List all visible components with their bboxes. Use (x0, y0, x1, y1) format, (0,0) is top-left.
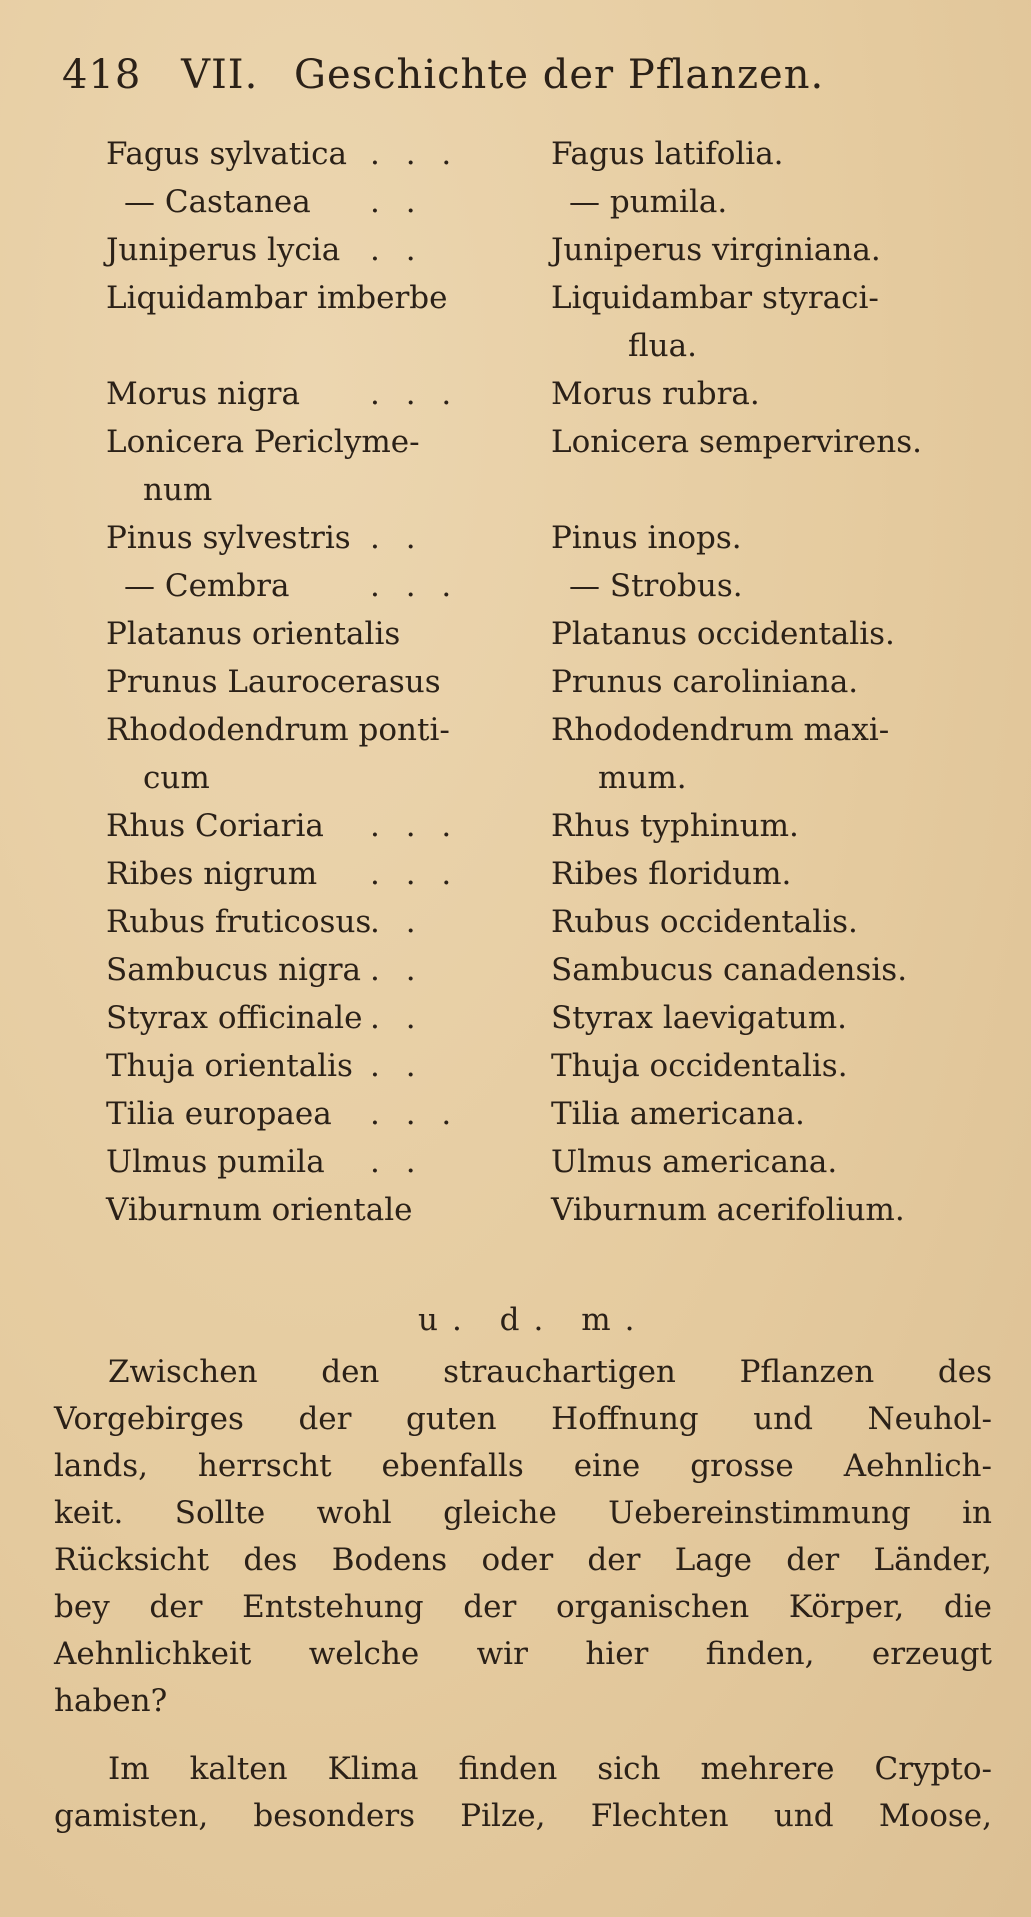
table-row (0, 274, 1031, 322)
paragraph-cryptogams (54, 1746, 992, 1840)
new-world-species: Fagus latifolia. (551, 136, 784, 172)
new-world-species: Lonicera sempervirens. (551, 424, 922, 460)
old-world-species: Tilia europaea (106, 1096, 332, 1132)
table-row (0, 994, 1031, 1042)
old-world-species: Fagus sylvatica (106, 136, 348, 172)
table-row (0, 898, 1031, 946)
text-line: lands, herrscht ebenfalls eine grosse Aehnlich- (54, 1448, 992, 1484)
new-world-species: Liquidambar styraci- (551, 280, 879, 316)
new-world-species: — pumila. (569, 184, 728, 220)
new-world-species: Thuja occidentalis. (551, 1048, 848, 1084)
leader-dots: . . (370, 184, 424, 220)
table-row (0, 226, 1031, 274)
old-world-species: Pinus sylvestris (106, 520, 351, 556)
leader-dots: . . (370, 904, 424, 940)
leader-dots: . . . (370, 568, 460, 604)
new-world-species: Prunus caroliniana. (551, 664, 859, 700)
text-line: keit. Sollte wohl gleiche Uebereinstimmung in (54, 1495, 992, 1531)
table-row (0, 658, 1031, 706)
table-row-continuation (0, 322, 1031, 370)
leader-dots: . . (370, 232, 424, 268)
text-line: Vorgebirges der guten Hoffnung und Neuhol- (54, 1401, 992, 1437)
leader-dots: . . (370, 1000, 424, 1036)
text-line: Zwischen den strauchartigen Pflanzen des (108, 1354, 992, 1390)
leader-dots: . . (370, 952, 424, 988)
table-row (0, 610, 1031, 658)
old-world-species-continuation: num (143, 472, 213, 508)
leader-dots: . . . (370, 856, 460, 892)
old-world-species: Styrax officinale (106, 1000, 363, 1036)
new-world-species: Rubus occidentalis. (551, 904, 858, 940)
old-world-species: Rubus fruticosus (106, 904, 372, 940)
new-world-species: Platanus occidentalis. (551, 616, 895, 652)
text-line: bey der Entstehung der organischen Körper, die (54, 1589, 992, 1625)
old-world-species: Morus nigra (106, 376, 300, 412)
old-world-species: — Cembra (124, 568, 290, 604)
table-row (0, 178, 1031, 226)
section-number: VII. (181, 52, 259, 98)
new-world-species: Pinus inops. (551, 520, 742, 556)
table-row-continuation (0, 466, 1031, 514)
text-line: Rücksicht des Bodens oder der Lage der Länder, (54, 1542, 992, 1578)
table-row (0, 850, 1031, 898)
old-world-species: Rhus Coriaria (106, 808, 324, 844)
old-world-species: Juniperus lycia (106, 232, 341, 268)
old-world-species: — Castanea (124, 184, 311, 220)
new-world-species: Rhus typhinum. (551, 808, 799, 844)
old-world-species: Viburnum orientale (106, 1192, 413, 1228)
paragraph-shrubs (54, 1349, 992, 1725)
new-world-species-continuation: flua. (628, 328, 697, 364)
text-line: Im kalten Klima finden sich mehrere Crypto- (108, 1751, 992, 1787)
old-world-species: Sambucus nigra (106, 952, 362, 988)
running-title: Geschichte der Pflanzen. (294, 52, 825, 98)
old-world-species: Ribes nigrum (106, 856, 318, 892)
new-world-species: Styrax laevigatum. (551, 1000, 848, 1036)
table-row (0, 418, 1031, 466)
new-world-species: Tilia americana. (551, 1096, 805, 1132)
table-row (0, 514, 1031, 562)
table-row (0, 706, 1031, 754)
table-row (0, 946, 1031, 994)
leader-dots: . . (370, 520, 424, 556)
table-row (0, 370, 1031, 418)
leader-dots: . . . (370, 136, 460, 172)
leader-dots: . . . (370, 808, 460, 844)
table-row-continuation (0, 754, 1031, 802)
table-row (0, 130, 1031, 178)
page-header (62, 52, 824, 98)
abbreviation-udm: u. d. m. (418, 1302, 649, 1338)
leader-dots: . . . (370, 376, 460, 412)
old-world-species: Platanus orientalis (106, 616, 401, 652)
new-world-species: Morus rubra. (551, 376, 760, 412)
new-world-species: Ulmus americana. (551, 1144, 838, 1180)
text-line: Aehnlichkeit welche wir hier finden, erzeugt (54, 1636, 992, 1672)
table-row (0, 802, 1031, 850)
text-line: gamisten, besonders Pilze, Flechten und Moose, (54, 1798, 992, 1834)
table-row (0, 1138, 1031, 1186)
new-world-species-continuation: mum. (598, 760, 687, 796)
new-world-species: — Strobus. (569, 568, 743, 604)
new-world-species: Ribes floridum. (551, 856, 792, 892)
new-world-species: Rhododendrum maxi- (551, 712, 890, 748)
new-world-species: Sambucus canadensis. (551, 952, 908, 988)
old-world-species: Ulmus pumila (106, 1144, 325, 1180)
new-world-species: Viburnum acerifolium. (551, 1192, 905, 1228)
table-row (0, 1090, 1031, 1138)
leader-dots: . . (370, 1144, 424, 1180)
old-world-species: Rhododendrum ponti- (106, 712, 450, 748)
table-row (0, 562, 1031, 610)
table-row (0, 1186, 1031, 1234)
page-number: 418 (62, 52, 142, 98)
leader-dots: . . (370, 1048, 424, 1084)
old-world-species: Liquidambar imberbe (106, 280, 448, 316)
leader-dots: . . . (370, 1096, 460, 1132)
old-world-species: Prunus Laurocerasus (106, 664, 441, 700)
table-row (0, 1042, 1031, 1090)
new-world-species: Juniperus virginiana. (551, 232, 881, 268)
old-world-species: Lonicera Periclyme- (106, 424, 420, 460)
text-line: haben? (54, 1683, 168, 1719)
old-world-species: Thuja orientalis (106, 1048, 353, 1084)
old-world-species-continuation: cum (143, 760, 210, 796)
